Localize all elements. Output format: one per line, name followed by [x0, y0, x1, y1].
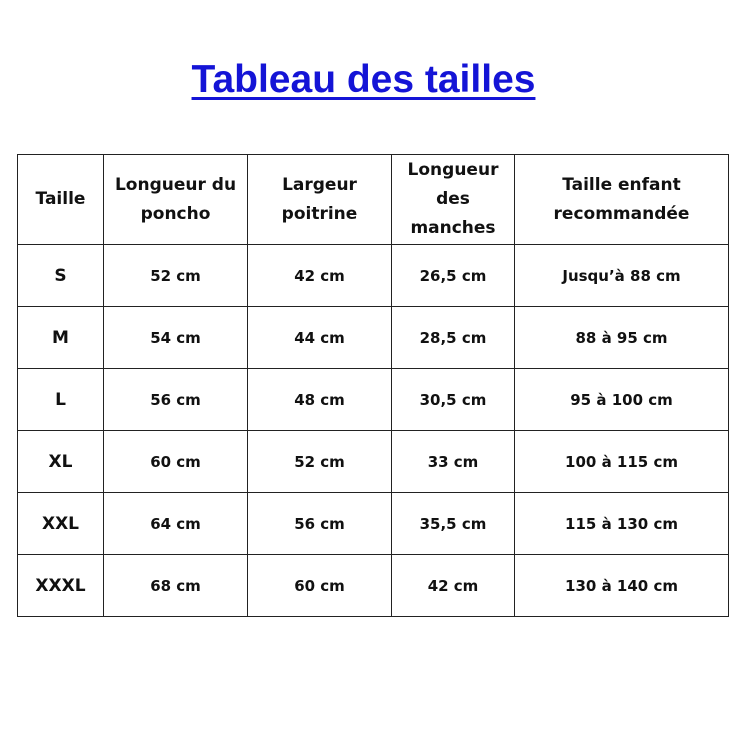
table-row: [18, 493, 729, 555]
table-row: [18, 307, 729, 369]
cell-child-size: 88 à 95 cm: [515, 307, 729, 369]
cell-size: XXL: [18, 493, 104, 555]
cell-poncho-length: 60 cm: [104, 431, 248, 493]
cell-chest-width: 52 cm: [248, 431, 392, 493]
cell-sleeve-length: 30,5 cm: [392, 369, 515, 431]
page-title: Tableau des tailles: [191, 58, 536, 101]
cell-chest-width: 60 cm: [248, 555, 392, 617]
header-poncho-length-label: Longueur du poncho: [114, 174, 237, 224]
cell-sleeve-length: 33 cm: [392, 431, 515, 493]
cell-child-size: 95 à 100 cm: [515, 369, 729, 431]
cell-sleeve-length: 28,5 cm: [392, 307, 515, 369]
header-child-size-label: Taille enfant recommandée: [553, 174, 690, 224]
cell-child-size: 115 à 130 cm: [515, 493, 729, 555]
cell-size: S: [18, 245, 104, 307]
cell-poncho-length: 68 cm: [104, 555, 248, 617]
cell-sleeve-length: 26,5 cm: [392, 245, 515, 307]
cell-poncho-length: 54 cm: [104, 307, 248, 369]
cell-size: XL: [18, 431, 104, 493]
header-size-label: Taille: [35, 189, 86, 209]
cell-chest-width: 56 cm: [248, 493, 392, 555]
header-chest-width: [248, 155, 392, 245]
header-chest-width-label: Largeur poitrine: [281, 174, 358, 224]
cell-child-size: 100 à 115 cm: [515, 431, 729, 493]
header-poncho-length: [104, 155, 248, 245]
header-sleeve-length: [392, 155, 515, 245]
cell-chest-width: 48 cm: [248, 369, 392, 431]
cell-sleeve-length: 35,5 cm: [392, 493, 515, 555]
header-child-size: [515, 155, 729, 245]
header-sleeve-length-label: Longueur des manches: [407, 160, 499, 238]
cell-sleeve-length: 42 cm: [392, 555, 515, 617]
cell-child-size: 130 à 140 cm: [515, 555, 729, 617]
size-chart-table: [17, 154, 729, 617]
table-row: [18, 369, 729, 431]
cell-poncho-length: 52 cm: [104, 245, 248, 307]
cell-child-size: Jusqu’à 88 cm: [515, 245, 729, 307]
header-size: [18, 155, 104, 245]
cell-chest-width: 42 cm: [248, 245, 392, 307]
cell-size: L: [18, 369, 104, 431]
cell-poncho-length: 64 cm: [104, 493, 248, 555]
cell-chest-width: 44 cm: [248, 307, 392, 369]
table-row: [18, 555, 729, 617]
table-row: [18, 245, 729, 307]
cell-size: XXXL: [18, 555, 104, 617]
table-header-row: [18, 155, 729, 245]
table-row: [18, 431, 729, 493]
cell-poncho-length: 56 cm: [104, 369, 248, 431]
cell-size: M: [18, 307, 104, 369]
